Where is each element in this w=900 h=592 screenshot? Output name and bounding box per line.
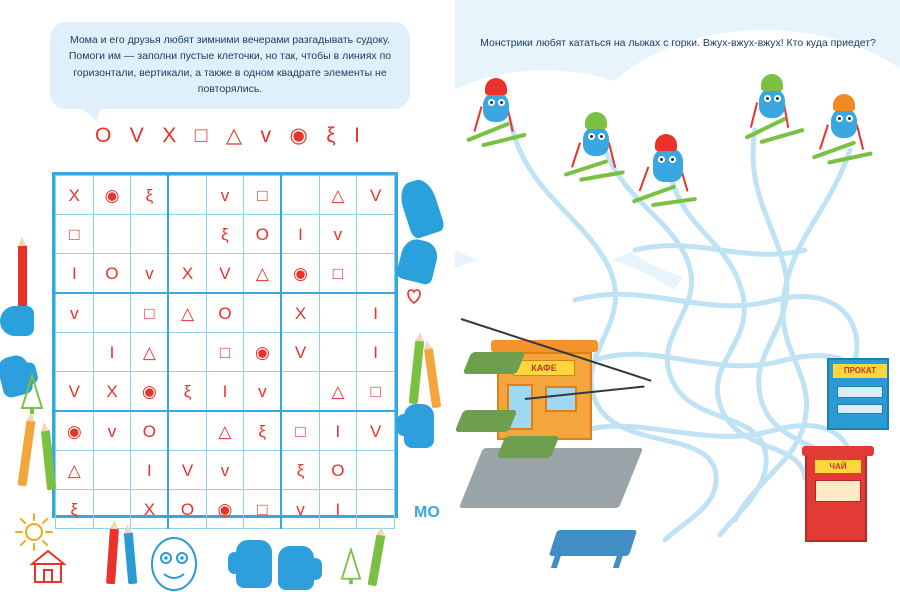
sudoku-cell[interactable] <box>93 293 131 333</box>
sudoku-grid[interactable] <box>52 172 398 518</box>
sudoku-row <box>56 333 395 372</box>
lift-platform <box>459 448 643 508</box>
sudoku-cell[interactable]: □ <box>131 293 169 333</box>
sudoku-cell[interactable] <box>357 451 395 490</box>
lift-seat <box>455 410 517 432</box>
sudoku-cell[interactable]: X <box>131 490 169 529</box>
mitten-doodle <box>278 546 314 590</box>
sudoku-cell[interactable]: □ <box>319 254 357 294</box>
sudoku-cell[interactable]: X <box>281 293 319 333</box>
sudoku-cell[interactable]: O <box>206 293 244 333</box>
sudoku-cell[interactable]: O <box>319 451 357 490</box>
sudoku-row <box>56 411 395 451</box>
sudoku-cell[interactable]: ξ <box>131 176 169 215</box>
prokat-window <box>837 386 883 398</box>
sudoku-cell[interactable]: O <box>244 215 282 254</box>
sudoku-cell[interactable]: ᴠ <box>206 176 244 215</box>
sudoku-cell[interactable]: △ <box>206 411 244 451</box>
sudoku-row <box>56 451 395 490</box>
left-instruction-text: Мома и его друзья любят зимними вечерами разгадывать судоку. Помоги им — заполни пустые клеточки, но так, чтобы в линиях по горизонтали, вертикали, а также в одном квадрате элементы не повторялись. <box>68 34 392 95</box>
skier-hat <box>485 78 507 95</box>
heart-doodle <box>404 286 424 306</box>
sudoku-cell[interactable]: ξ <box>56 490 94 529</box>
sudoku-cell[interactable] <box>357 490 395 529</box>
sudoku-cell[interactable]: ξ <box>168 372 206 412</box>
sudoku-cell[interactable]: △ <box>56 451 94 490</box>
sudoku-cell[interactable] <box>93 451 131 490</box>
sudoku-cell[interactable]: □ <box>281 411 319 451</box>
chai-roof <box>802 446 874 456</box>
prokat-kiosk <box>827 358 889 430</box>
sudoku-cell[interactable]: ξ <box>281 451 319 490</box>
fir-tree-doodle <box>338 546 364 586</box>
sudoku-cell[interactable]: □ <box>206 333 244 372</box>
monster-face-doodle <box>144 532 204 592</box>
sudoku-cell[interactable]: ◉ <box>93 176 131 215</box>
sudoku-cell[interactable] <box>357 215 395 254</box>
sudoku-cell[interactable]: I <box>56 254 94 294</box>
sudoku-row <box>56 254 395 294</box>
sudoku-cell[interactable] <box>56 333 94 372</box>
sudoku-cell[interactable]: V <box>357 411 395 451</box>
sudoku-cell[interactable]: I <box>357 333 395 372</box>
blue-hand-doodle <box>396 176 446 240</box>
sudoku-cell[interactable] <box>168 215 206 254</box>
sudoku-cell[interactable]: ◉ <box>131 372 169 412</box>
sudoku-cell[interactable]: V <box>357 176 395 215</box>
sudoku-cell[interactable]: ᴠ <box>244 372 282 412</box>
skier-hat <box>761 74 783 91</box>
sudoku-cell[interactable]: X <box>93 372 131 412</box>
sudoku-row <box>56 293 395 333</box>
sudoku-cell[interactable]: □ <box>244 176 282 215</box>
sudoku-cell[interactable]: O <box>131 411 169 451</box>
sudoku-cell[interactable] <box>93 215 131 254</box>
sudoku-cell[interactable]: ◉ <box>206 490 244 529</box>
sudoku-cell[interactable] <box>244 451 282 490</box>
sudoku-cell[interactable]: ᴠ <box>93 411 131 451</box>
sudoku-cell[interactable]: O <box>93 254 131 294</box>
cafe-sign: КАФЕ <box>513 360 575 376</box>
mitten-doodle <box>404 404 434 448</box>
legend-symbol: □ <box>194 123 208 147</box>
sudoku-row <box>56 490 395 529</box>
pencil-doodle <box>409 340 425 405</box>
legend-symbol: X <box>162 123 177 147</box>
legend-symbol: I <box>354 123 360 147</box>
sudoku-cell[interactable]: I <box>357 293 395 333</box>
skier-hat <box>655 134 677 151</box>
chai-kiosk <box>805 452 867 542</box>
sudoku-cell[interactable]: ᴠ <box>319 215 357 254</box>
mitten-doodle <box>236 540 272 588</box>
sudoku-cell[interactable] <box>357 254 395 294</box>
bench <box>549 530 637 556</box>
sudoku-cell[interactable]: ξ <box>244 411 282 451</box>
sudoku-cell[interactable]: ᴠ <box>206 451 244 490</box>
sudoku-cell[interactable]: V <box>56 372 94 412</box>
skier-hat <box>585 112 607 129</box>
right-page <box>455 0 900 592</box>
sudoku-cell[interactable] <box>168 411 206 451</box>
sudoku-cell[interactable]: I <box>93 333 131 372</box>
sudoku-cell[interactable]: ξ <box>206 215 244 254</box>
legend-symbol: △ <box>225 123 243 147</box>
sudoku-table[interactable] <box>55 175 395 529</box>
sun-doodle <box>14 512 54 552</box>
right-instruction-text: Монстрики любят кататься на лыжах с горки. Вжух-вжух-вжух! Кто куда приедет? <box>480 37 876 49</box>
sudoku-cell[interactable]: O <box>168 490 206 529</box>
sudoku-cell[interactable]: I <box>319 411 357 451</box>
sudoku-cell[interactable]: ◉ <box>281 254 319 294</box>
sudoku-cell[interactable]: I <box>206 372 244 412</box>
blue-hand-doodle <box>0 306 34 336</box>
sudoku-row <box>56 372 395 412</box>
chai-sign: ЧАЙ <box>815 460 861 473</box>
pencil-doodle <box>368 534 386 587</box>
sudoku-cell[interactable]: △ <box>319 176 357 215</box>
sudoku-cell[interactable] <box>244 293 282 333</box>
sudoku-cell[interactable]: V <box>168 451 206 490</box>
sudoku-cell[interactable]: ᴠ <box>131 254 169 294</box>
sudoku-cell[interactable] <box>168 176 206 215</box>
sudoku-cell[interactable]: □ <box>56 215 94 254</box>
sudoku-cell[interactable]: □ <box>244 490 282 529</box>
sudoku-cell[interactable] <box>319 333 357 372</box>
pencil-doodle <box>124 532 137 585</box>
sudoku-cell[interactable]: X <box>168 254 206 294</box>
sudoku-cell[interactable]: △ <box>131 333 169 372</box>
skier-hat <box>833 94 855 111</box>
chai-window <box>815 480 861 502</box>
sudoku-cell[interactable]: △ <box>244 254 282 294</box>
legend-symbol: ᴠ <box>260 123 271 147</box>
sudoku-cell[interactable]: ◉ <box>244 333 282 372</box>
left-instruction-bubble <box>50 22 410 109</box>
sudoku-cell[interactable]: ◉ <box>56 411 94 451</box>
sudoku-symbol-legend <box>95 118 360 152</box>
sudoku-cell[interactable]: ᴠ <box>56 293 94 333</box>
sudoku-cell[interactable] <box>168 333 206 372</box>
sudoku-row <box>56 215 395 254</box>
sudoku-cell[interactable]: △ <box>319 372 357 412</box>
mo-text-doodle <box>414 504 440 522</box>
mo-text: МО <box>414 504 440 521</box>
sudoku-cell[interactable] <box>131 215 169 254</box>
legend-symbol: V <box>129 123 144 147</box>
sudoku-cell[interactable]: I <box>281 215 319 254</box>
sudoku-cell[interactable]: X <box>56 176 94 215</box>
sudoku-cell[interactable] <box>281 372 319 412</box>
sudoku-cell[interactable] <box>319 293 357 333</box>
prokat-sign: ПРОКАТ <box>833 364 887 378</box>
sudoku-cell[interactable]: V <box>206 254 244 294</box>
legend-symbol: O <box>95 123 112 147</box>
sudoku-cell[interactable]: I <box>319 490 357 529</box>
sudoku-cell[interactable]: V <box>281 333 319 372</box>
sudoku-row <box>56 176 395 215</box>
sudoku-cell[interactable]: I <box>131 451 169 490</box>
prokat-counter <box>837 404 883 414</box>
blue-hand-doodle <box>395 236 440 285</box>
cafe-window <box>545 386 577 412</box>
pencil-doodle <box>17 420 35 487</box>
sudoku-cell[interactable] <box>281 176 319 215</box>
house-doodle <box>30 548 66 584</box>
sudoku-cell[interactable]: △ <box>168 293 206 333</box>
fir-tree-doodle <box>18 372 46 416</box>
lift-seat <box>463 352 526 374</box>
pencil-doodle <box>424 348 441 409</box>
legend-symbol: ◉ <box>289 123 308 147</box>
sudoku-cell[interactable]: ᴠ <box>281 490 319 529</box>
lift-seat <box>497 436 560 458</box>
legend-symbol: ξ <box>326 123 336 147</box>
sudoku-cell[interactable]: □ <box>357 372 395 412</box>
pencil-doodle <box>106 528 119 584</box>
